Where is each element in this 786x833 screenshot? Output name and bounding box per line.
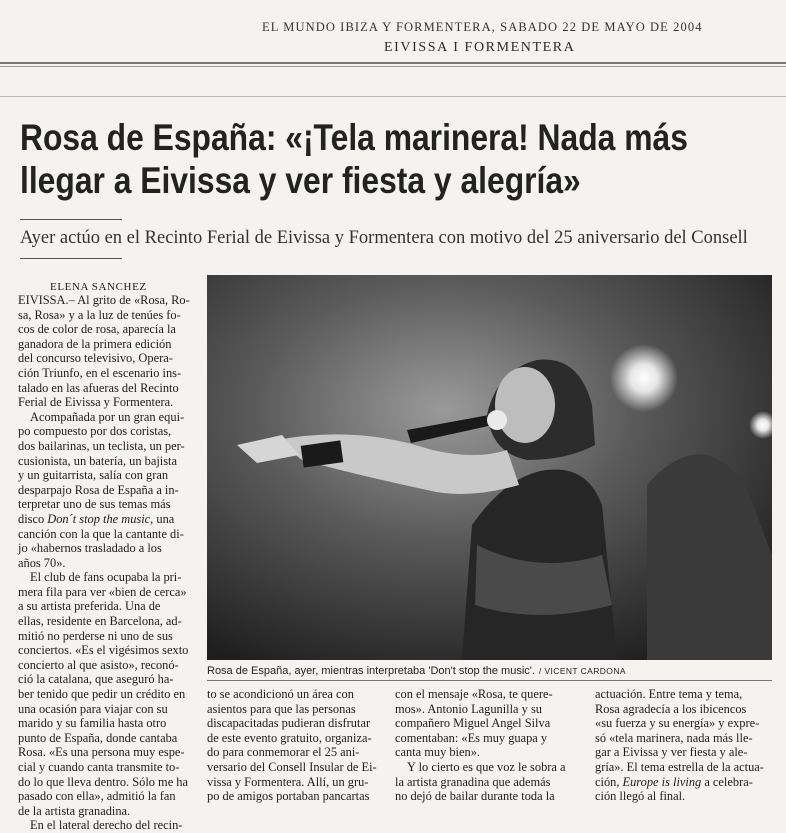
text-line [595,775,773,790]
text-line: gar a Eivissa y ver fiesta y ale- [595,745,748,760]
section-title: EIVISSA I FORMENTERA [384,40,576,55]
text-line: de la artista granadina. [18,803,131,818]
text-line: a su artista preferida. Una de [18,599,161,614]
text-line: una ocasión para viajar con su [18,701,168,716]
text-line: pasado con ella», admitió la fan [18,789,176,804]
text-line: jo «habernos trasladado a los [18,541,162,556]
text-line: años 70». [18,555,66,570]
text-line: con el mensaje «Rosa, te quere- [395,687,553,701]
text-line: sa, Rosa» y a la luz de tenúes fo- [18,307,181,322]
byline: ELENA SANCHEZ [50,281,147,293]
text-line: de este evento gratuito, organiza- [207,730,372,745]
body-column-3 [395,687,583,804]
text-line: mos». Antonio Lagunilla y su [395,701,542,716]
text-line: cos de color de rosa, aparecía la [18,322,176,337]
headline-line-2: llegar a Eivissa y ver fiesta y alegría» [20,160,581,201]
text-line: ganadora de la primera edición [18,336,172,351]
text-line: mera fila para ver «bien de cerca» [18,584,187,599]
text-line: Ferial de Eivissa y Formentera. [18,395,174,410]
text-line: Rosa. «Es una persona muy espe- [18,745,185,760]
text-fragment: , una [150,511,175,526]
subheadline: Ayer actúo en el Recinto Ferial de Eivissa y Formentera con motivo del 25 aniversario del Consell [20,228,748,248]
text-line: do lo que lleva dentro. Sólo me ha [18,774,188,789]
text-line: ción Triunfo, en el escenario ins- [18,365,182,380]
caption-rule [207,680,772,681]
text-line: la artista granadina que además [395,774,551,789]
body-column-2 [207,687,385,804]
masthead: EL MUNDO IBIZA Y FORMENTERA, SABADO 22 DE MAYO DE 2004 [262,20,703,34]
singer-photo-illustration [207,275,772,660]
header-rule [0,62,786,64]
text-line: canción con la que la cantante di- [18,526,184,541]
text-line: Rosa agradecía a los ibicencos [595,701,747,716]
text-line: En el lateral derecho del recin- [30,818,183,833]
text-line: y un guitarrista, salía con gran [18,468,169,483]
text-line: po de amigos portaban pancartas [207,789,370,804]
text-line [18,512,200,527]
headline-line-1: Rosa de España: «¡Tela marinera! Nada más [20,117,688,158]
text-line: canta muy bien». [395,745,480,760]
text-line: ellas, residente en Barcelona, ad- [18,614,182,629]
text-line: ción llegó al final. [595,789,686,804]
headline-rule [20,219,122,220]
text-line: del concurso televisivo, Opera- [18,351,173,366]
text-line: no dejó de bailar durante toda la [395,789,555,804]
text-line: concierto al que asisto», reconó- [18,657,179,672]
text-line: Acompañada por un gran equi- [30,409,185,424]
photo-credit: / VICENT CARDONA [538,666,626,676]
song-title: Don´t stop the music [47,511,151,526]
text-line: punto de España, donde cantaba [18,730,178,745]
text-line: po compuesto por dos coristas, [18,424,172,439]
text-fragment: disco [18,511,48,526]
text-line: marido y su familia hasta otro [18,716,167,731]
photo-caption [207,665,772,677]
text-line: mitió no perderse ni uno de sus [18,628,173,643]
text-line: ció la catalana, que aseguró ha- [18,672,174,687]
text-line: dos bailarinas, un teclista, un per- [18,438,185,453]
text-line: cusionista, un batería, un bajista [18,453,177,468]
text-line: «su fuerza y su energía» y expre- [595,716,760,731]
text-line: compañero Miguel Angel Silva [395,716,551,731]
text-line: talado en las afueras del Recinto [18,380,179,395]
text-line: só «tela marinera, nada más lle- [595,730,753,745]
text-line: desparpajo Rosa de España a in- [18,482,179,497]
text-line: conciertos. «Es el vigésimos sexto [18,643,189,658]
text-line: discapacitadas pudieran disfrutar [207,716,371,731]
song-title: Europe is living [622,774,702,789]
text-line: ber tenido que pedir un crédito en [18,687,186,702]
text-line: do para conmemorar el 25 ani- [207,745,360,760]
text-line: asientos para que las personas [207,701,356,716]
text-line: terpretar uno de sus temas más [18,497,171,512]
text-fragment: ción, [595,774,623,789]
caption-text: Rosa de España, ayer, mientras interpretaba 'Don't stop the music'. [207,665,535,677]
article-top-rule [0,96,786,97]
text-line: comentaban: «Es muy guapa y [395,730,548,745]
body-column-1 [18,293,200,833]
text-line: EIVISSA.– Al grito de «Rosa, Ro- [18,293,190,307]
text-fragment: a celebra- [701,774,753,789]
concert-photo [207,275,772,660]
body-column-4 [595,687,773,804]
text-line: to se acondicionó un área con [207,687,354,701]
text-line: cial y cuando canta transmite to- [18,760,180,774]
text-line: gría». El tema estrella de la actua- [595,759,764,774]
header-rule-thin [0,66,786,67]
text-line: actuación. Entre tema y tema, [595,687,743,701]
text-line: Y lo cierto es que voz le sobra a [407,759,566,774]
text-line: El club de fans ocupaba la pri- [30,570,182,585]
subhead-rule [20,258,122,259]
text-line: vissa y Formentera. Allí, un gru- [207,774,369,789]
headline [20,116,688,202]
text-line: versario del Consell Insular de Ei- [207,759,377,774]
